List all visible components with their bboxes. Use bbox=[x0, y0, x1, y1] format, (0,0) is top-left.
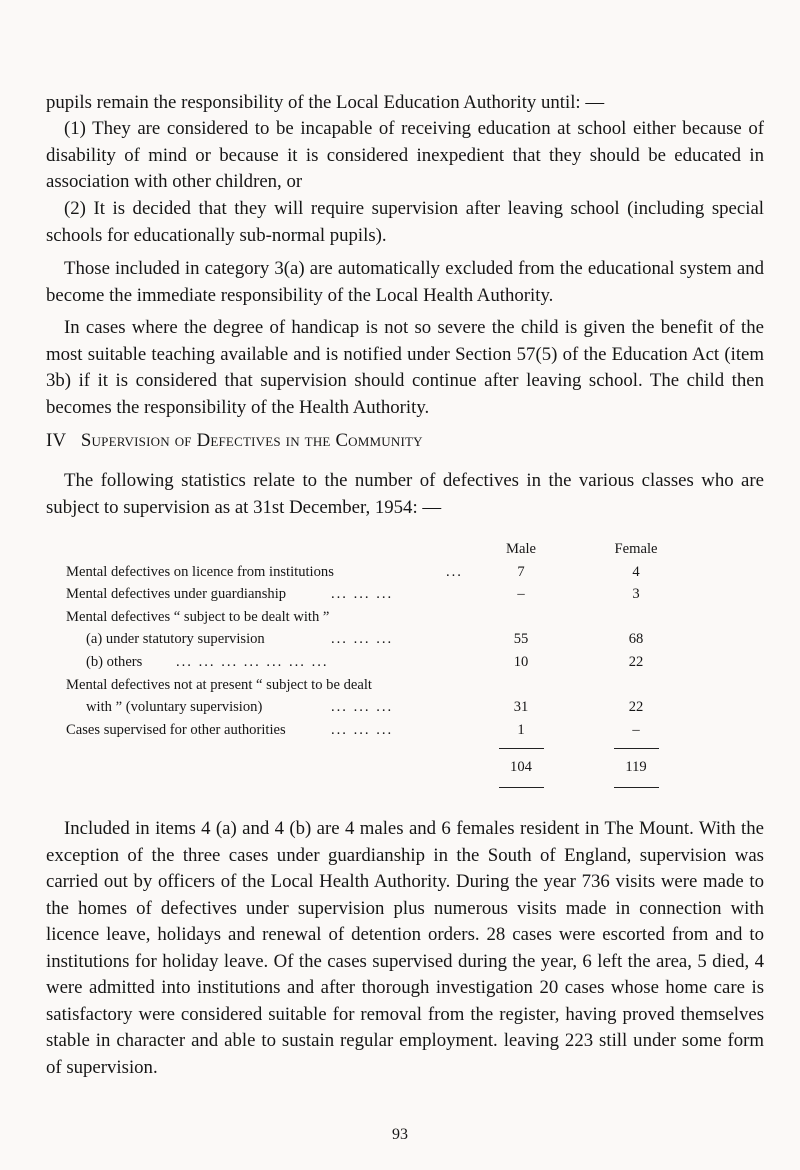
condition-1-paragraph: (1) They are considered to be incapable of receiving education at school either because of disability of mind or because it is considered inexpedient that they should be educated in association with other children, or bbox=[46, 118, 764, 192]
table-row bbox=[66, 606, 706, 629]
leader-dots: ... ... ... bbox=[331, 699, 394, 716]
female-value: 22 bbox=[628, 653, 644, 670]
table-header-row bbox=[66, 538, 706, 561]
table-row bbox=[66, 561, 706, 584]
leader-dots: ... ... ... bbox=[331, 586, 394, 603]
male-value: 7 bbox=[517, 563, 525, 580]
male-value: 1 bbox=[517, 721, 525, 738]
leader-dots: ... ... ... bbox=[331, 631, 394, 648]
total-rule-male-bottom bbox=[499, 787, 544, 788]
excluded-paragraph: Those included in category 3(a) are automatically excluded from the educational system and become the immediate responsibility of the Local Health Authority. bbox=[46, 258, 764, 306]
total-rule-female-top bbox=[614, 748, 659, 749]
table-intro-paragraph: The following statistics relate to the number of defectives in the various classes who are subject to supervision as at 31st December, 1954: — bbox=[46, 470, 764, 518]
row-label: with ” (voluntary supervision) bbox=[86, 699, 263, 716]
male-value: 10 bbox=[513, 653, 529, 670]
female-column-header: Female bbox=[614, 541, 658, 557]
row-label: Mental defectives under guardianship bbox=[66, 586, 287, 603]
total-rule-male-top bbox=[499, 748, 544, 749]
male-value: 55 bbox=[513, 631, 529, 648]
table-row bbox=[66, 719, 706, 742]
total-row bbox=[66, 756, 706, 779]
male-value: 31 bbox=[513, 699, 529, 716]
handicap-paragraph: In cases where the degree of handicap is not so severe the child is given the benefit of the most suitable teaching available and is notified under Section 57(5) of the Education Act (item 3b) if it is considered that supervision should continue after leaving school. The child then becomes the responsibility of the Health Authority. bbox=[46, 317, 764, 418]
closing-paragraph: Included in items 4 (a) and 4 (b) are 4 males and 6 females resident in The Mount. With the exception of the three cases under guardianship in the South of England, supervision was carried out by officers of the Local Health Authority. During the year 736 visits were made to the homes of defectives under supervision plus numerous visits made in connection with licence leave, holidays and renewal of detention orders. 28 cases were escorted from and to institutions for holiday leave. Of the cases supervised during the year, 6 left the area, 5 died, 4 were admitted into institutions and after thorough investigation 20 cases whose home care is satisfactory were considered suitable for removal from the register, having proved themselves stable in character and able to sustain regular employment. leaving 223 still under some form of supervision. bbox=[46, 818, 764, 1078]
table-row bbox=[66, 696, 706, 719]
statistics-table bbox=[66, 538, 706, 775]
page-number: 93 bbox=[392, 1126, 408, 1143]
female-value: 22 bbox=[628, 699, 644, 716]
section-number: IV bbox=[46, 430, 67, 451]
row-label: Mental defectives not at present “ subject to be dealt bbox=[66, 676, 372, 693]
table-row bbox=[66, 583, 706, 606]
leader-dots: ... bbox=[446, 563, 463, 580]
female-value: 68 bbox=[628, 631, 644, 648]
male-value: – bbox=[517, 586, 525, 603]
row-label: Mental defectives on licence from institutions bbox=[66, 563, 334, 580]
table-row bbox=[66, 628, 706, 651]
leader-dots: ... ... ... bbox=[331, 721, 394, 738]
total-rule-female-bottom bbox=[614, 787, 659, 788]
total-female-value: 119 bbox=[625, 759, 647, 775]
section-heading bbox=[46, 428, 423, 454]
male-column-header: Male bbox=[506, 541, 536, 557]
leader-dots: ... ... ... ... ... ... ... bbox=[176, 653, 329, 670]
intro-paragraph: pupils remain the responsibility of the Local Education Authority until: — bbox=[46, 92, 605, 113]
table-row bbox=[66, 674, 706, 697]
female-value: – bbox=[632, 721, 640, 738]
female-value: 4 bbox=[632, 563, 640, 580]
total-male-value: 104 bbox=[510, 759, 532, 775]
section-title: Supervision of Defectives in the Community bbox=[80, 430, 423, 451]
female-value: 3 bbox=[632, 586, 640, 603]
row-label: Mental defectives “ subject to be dealt with ” bbox=[66, 608, 330, 625]
row-label: (a) under statutory supervision bbox=[86, 631, 265, 648]
row-label: (b) others bbox=[86, 653, 143, 670]
row-label: Cases supervised for other authorities bbox=[66, 721, 286, 738]
table-row bbox=[66, 651, 706, 674]
condition-2-paragraph: (2) It is decided that they will require supervision after leaving school (including special schools for educationally sub-normal pupils). bbox=[46, 198, 764, 246]
